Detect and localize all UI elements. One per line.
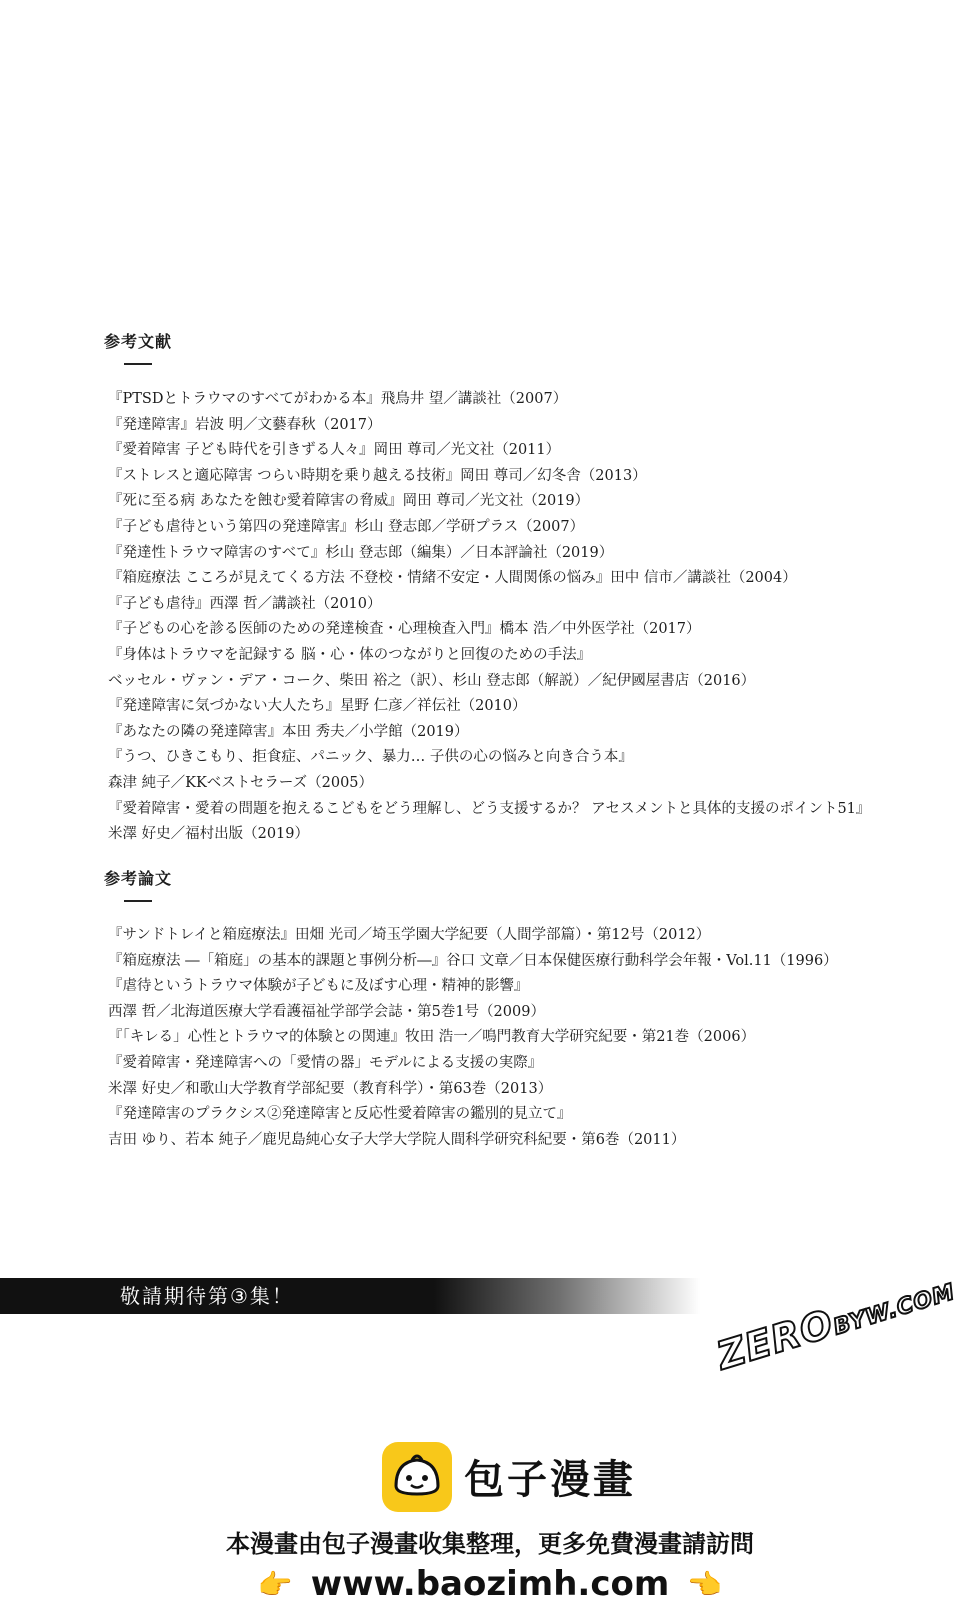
brand-name: 包子漫畫	[464, 1457, 636, 1503]
reference-item: 『発達障害に気づかない大人たち』星野 仁彦／祥伝社（2010）	[108, 698, 527, 715]
paper-item: 『箱庭療法 ―「箱庭」の基本的課題と事例分析―』谷口 文章／日本保健医療行動科学会年報・Vol.11（1996）	[108, 952, 838, 969]
banner-text: 敬請期待第③集！	[120, 1284, 294, 1308]
reference-item: 『子ども虐待という第四の発達障害』杉山 登志郎／学研プラス（2007）	[108, 518, 585, 535]
reference-item: 『箱庭療法 こころが見えてくる方法 不登校・情緒不安定・人間関係の悩み』田中 信市／講談社（2004）	[108, 570, 797, 587]
paper-item: 吉田 ゆり、若本 純子／鹿児島純心女子大学大学院人間科学研究科紀要・第6巻（2011）	[108, 1131, 686, 1148]
paper-item: 『発達障害のプラクシス②発達障害と反応性愛着障害の鑑別的見立て』	[108, 1106, 572, 1123]
paper-item: 『サンドトレイと箱庭療法』田畑 光司／埼玉学園大学紀要（人間学部篇）・第12号（2012）	[108, 927, 711, 943]
reference-item: 米澤 好史／福村出版（2019）	[108, 826, 310, 843]
references-list	[108, 387, 948, 848]
reference-item: 『身体はトラウマを記録する 脳・心・体のつながりと回復のための手法』	[108, 646, 592, 663]
paper-item: 『愛着障害・発達障害への「愛情の器」モデルによる支援の実際』	[108, 1054, 543, 1071]
reference-item: 『愛着障害・愛着の問題を抱えるこどもをどう理解し、どう支援するか？ アセスメントと具体的支援のポイント51』	[108, 800, 871, 817]
reference-item: 『愛着障害 子ども時代を引きずる人々』岡田 尊司／光文社（2011）	[108, 442, 561, 459]
paper-item: 米澤 好史／和歌山大学教育学部紀要（教育科学）・第63巻（2013）	[108, 1080, 553, 1097]
reference-item: 『発達障害』岩波 明／文藝春秋（2017）	[108, 416, 382, 433]
paper-item: 『虐待というトラウマ体験が子どもに及ぼす心理・精神的影響』	[108, 978, 529, 995]
papers-list	[108, 923, 948, 1153]
reference-item: ベッセル・ヴァン・デア・コーク、柴田 裕之（訳）、杉山 登志郎（解説）／紀伊國屋書店（2016）	[108, 672, 756, 689]
next-volume-banner	[0, 1278, 700, 1314]
paper-item: 西澤 哲／北海道医療大学看護福祉学部学会誌・第5巻1号（2009）	[108, 1003, 545, 1020]
promo-notice: 本漫畫由包子漫畫收集整理，更多免費漫畫請訪問	[226, 1530, 754, 1558]
reference-item: 『子どもの心を診る医師のための発達検査・心理検査入門』橋本 浩／中外医学社（2017）	[108, 621, 701, 638]
pointing-right-icon: 👉	[257, 1567, 293, 1601]
watermark-small: BYW.COM	[830, 1279, 959, 1341]
reference-item: 『ストレスと適応障害 つらい時期を乗り越える技術』岡田 尊司／幻冬舎（2013）	[108, 467, 647, 484]
watermark-big: ZERO	[712, 1301, 839, 1379]
reference-item: 『死に至る病 あなたを蝕む愛着障害の脅威』岡田 尊司／光文社（2019）	[108, 493, 590, 510]
baozi-logo-icon	[382, 1442, 452, 1512]
reference-item: 森津 純子／KKベストセラーズ（2005）	[108, 774, 374, 791]
reference-item: 『うつ、ひきこもり、拒食症、パニック、暴力… 子供の心の悩みと向き合う本』	[108, 749, 633, 766]
reference-item: 『PTSDとトラウマのすべてがわかる本』飛鳥井 望／講談社（2007）	[108, 391, 568, 407]
pointing-left-icon: 👈	[687, 1567, 723, 1601]
paper-item: 『「キレる」心性とトラウマ的体験との関連』牧田 浩一／鳴門教育大学研究紀要・第21巻（2006）	[108, 1029, 756, 1046]
promo-url-link[interactable]: www.baozimh.com	[310, 1564, 670, 1604]
references-heading: 参考文献	[104, 332, 173, 351]
references-rule	[124, 363, 152, 365]
site-watermark	[712, 1264, 959, 1378]
reference-item: 『発達性トラウマ障害のすべて』杉山 登志郎（編集）／日本評論社（2019）	[108, 544, 614, 561]
reference-item: 『子ども虐待』西澤 哲／講談社（2010）	[108, 595, 382, 612]
reference-item: 『あなたの隣の発達障害』本田 秀夫／小学館（2019）	[108, 723, 469, 740]
promo-url-row	[0, 1562, 980, 1606]
papers-heading: 参考論文	[104, 869, 173, 888]
papers-rule	[124, 900, 152, 902]
